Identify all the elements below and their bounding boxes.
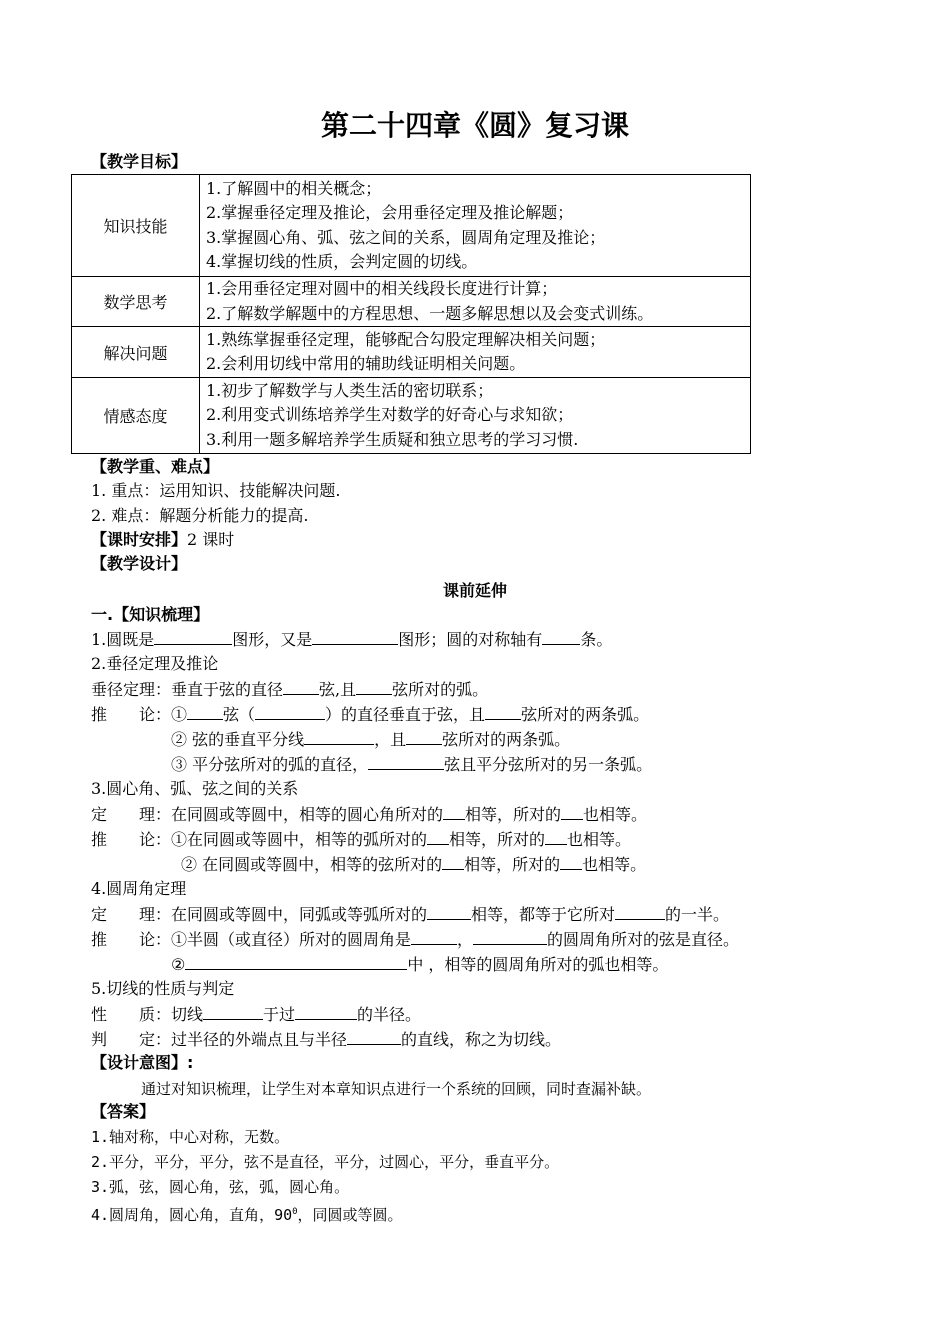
blank <box>203 1002 263 1020</box>
text: ② 弦的垂直平分线 <box>171 730 305 749</box>
text: 弦所对的弧。 <box>392 680 489 699</box>
blank <box>304 727 374 745</box>
goal-item: 1.了解圆中的相关概念； <box>206 178 382 198</box>
blank <box>295 1002 357 1020</box>
knowledge-line: 3.圆心角、弧、弦之间的关系 <box>91 779 299 798</box>
goals-category: 数学思考 <box>72 277 200 327</box>
knowledge-line: 2.垂径定理及推论 <box>91 654 219 673</box>
text: 也相等。 <box>567 830 632 849</box>
goal-item: 3.利用一题多解培养学生质疑和独立思考的学习习惯. <box>206 429 579 449</box>
blank <box>411 927 457 945</box>
knowledge-line <box>91 627 612 652</box>
text: 的半径。 <box>357 1005 422 1024</box>
goal-item: 1.初步了解数学与人类生活的密切联系； <box>206 380 494 400</box>
text: 图形，又是 <box>232 630 313 649</box>
knowledge-line <box>181 852 646 877</box>
blank <box>154 627 232 645</box>
blank <box>560 852 582 870</box>
blank <box>347 1027 401 1045</box>
knowledge-line <box>91 802 647 827</box>
knowledge-line <box>91 902 729 927</box>
text: 切线 <box>171 1005 204 1024</box>
blank <box>473 927 547 945</box>
knowledge-line: 4.圆周角定理 <box>91 879 187 898</box>
text: ② <box>171 955 186 974</box>
text: 的圆周角所对的弦是直径。 <box>547 930 740 949</box>
text: 弦所对的两条弧。 <box>442 730 571 749</box>
answer-heading: 【答案】 <box>91 1102 156 1121</box>
text: ② 在同圆或等圆中，相等的弦所对的 <box>181 855 443 874</box>
schedule-value: 2 课时 <box>187 530 235 549</box>
text: 相等，都等于它所对 <box>471 905 616 924</box>
goals-items <box>200 378 751 454</box>
text: 于过 <box>263 1005 296 1024</box>
goals-table <box>71 174 751 454</box>
goals-row <box>72 277 751 327</box>
goal-item: 2.会利用切线中常用的辅助线证明相关问题。 <box>206 354 526 373</box>
blank <box>545 827 567 845</box>
text: 定 理： <box>91 805 172 824</box>
blank <box>255 702 325 720</box>
text: 也相等。 <box>583 805 648 824</box>
knowledge-line <box>91 927 739 952</box>
goal-item: 3.掌握圆心角、弧、弦之间的关系，圆周角定理及推论； <box>206 227 606 247</box>
blank <box>185 952 407 970</box>
answer-line: 1.轴对称，中心对称，无数。 <box>91 1128 290 1146</box>
goals-row <box>72 327 751 378</box>
text: 弦且平分弦所对的另一条弧。 <box>444 755 653 774</box>
text: 在同圆或等圆中，相等的圆心角所对的 <box>171 805 444 824</box>
key-heading: 【教学重、难点】 <box>91 457 220 476</box>
blank <box>542 627 580 645</box>
goals-items <box>200 327 751 378</box>
text: 相等，所对的 <box>464 855 561 874</box>
knowledge-line <box>171 952 668 977</box>
text: 定 理： <box>91 905 172 924</box>
text: 4.圆周角，圆心角，直角，90 <box>91 1206 293 1224</box>
text: 的一半。 <box>665 905 730 924</box>
schedule-label: 【课时安排】 <box>91 530 188 549</box>
knowledge-line <box>171 752 652 777</box>
blank <box>187 702 223 720</box>
goals-row <box>72 175 751 277</box>
blank <box>615 902 665 920</box>
goal-item: 4.掌握切线的性质，会判定圆的切线。 <box>206 252 478 271</box>
blank <box>368 752 444 770</box>
knowledge-line <box>91 827 631 852</box>
text: ，同圆或等圆。 <box>297 1206 403 1224</box>
knowledge-line <box>91 1002 421 1027</box>
goal-item: 2.了解数学解题中的方程思想、一题多解思想以及会变式训练。 <box>206 303 654 323</box>
text: ， <box>457 930 474 949</box>
text: 的直线，称之为切线。 <box>401 1030 562 1049</box>
text: ①在同圆或等圆中，相等的弧所对的 <box>171 830 428 849</box>
goal-item: 2.利用变式训练培养学生对数学的好奇心与求知欲； <box>206 405 574 425</box>
text: 1.圆既是 <box>91 630 155 649</box>
text: ① <box>171 705 188 724</box>
blank <box>427 902 471 920</box>
answer-line <box>91 1200 403 1227</box>
text: 中 ，相等的圆周角所对的弧也相等。 <box>407 955 669 974</box>
text: 相等，所对的 <box>449 830 546 849</box>
key-point: 1. 重点：运用知识、技能解决问题. <box>91 481 341 500</box>
goals-items <box>200 277 751 327</box>
blank <box>443 802 465 820</box>
text: 图形；圆的对称轴有 <box>398 630 543 649</box>
superscript: 0 <box>292 1207 298 1217</box>
text: 推 论： <box>91 830 172 849</box>
knowledge-line <box>91 1027 561 1052</box>
key-point: 2. 难点：解题分析能力的提高. <box>91 506 309 525</box>
schedule-line <box>91 528 234 552</box>
text: 相等，所对的 <box>465 805 562 824</box>
blank <box>283 677 319 695</box>
goals-category: 知识技能 <box>72 175 200 277</box>
text: 推 论： <box>91 930 172 949</box>
blank <box>561 802 583 820</box>
text: 在同圆或等圆中，同弧或等弧所对的 <box>171 905 428 924</box>
goals-row <box>72 378 751 454</box>
knowledge-line <box>171 727 570 752</box>
text: 也相等。 <box>582 855 647 874</box>
answer-line: 2.平分，平分，平分，弦不是直径，平分，过圆心，平分，垂直平分。 <box>91 1153 560 1171</box>
text: 弦所对的两条弧。 <box>521 705 650 724</box>
text: 推 论： <box>91 705 172 724</box>
goals-heading: 【教学目标】 <box>91 152 188 171</box>
intent-text: 通过对知识梳理，让学生对本章知识点进行一个系统的回顾，同时查漏补缺。 <box>141 1080 652 1098</box>
text: ，且 <box>374 730 407 749</box>
page-title: 第二十四章《圆》复习课 <box>320 109 629 142</box>
text: ）的直径垂直于弦，且 <box>325 705 486 724</box>
text: 过半径的外端点且与半径 <box>171 1030 348 1049</box>
blank <box>485 702 521 720</box>
blank <box>442 852 464 870</box>
text: ③ 平分弦所对的弧的直径， <box>171 755 369 774</box>
design-heading: 【教学设计】 <box>91 554 188 573</box>
goal-item: 1.会用垂径定理对圆中的相关线段长度进行计算； <box>206 279 558 298</box>
goals-items <box>200 175 751 277</box>
blank <box>312 627 398 645</box>
text: ①半圆（或直径）所对的圆周角是 <box>171 930 412 949</box>
knowledge-line: 5.切线的性质与判定 <box>91 979 235 998</box>
text: 垂径定理：垂直于弦的直径 <box>91 680 284 699</box>
text: 弦,且 <box>319 680 357 699</box>
blank <box>427 827 449 845</box>
text: 性 质： <box>91 1005 172 1024</box>
section-title: 课前延伸 <box>442 581 507 600</box>
goals-category: 情感态度 <box>72 378 200 454</box>
blank <box>356 677 392 695</box>
text: 判 定： <box>91 1030 172 1049</box>
text: 条。 <box>580 630 613 649</box>
knowledge-heading: 一.【知识梳理】 <box>91 605 210 624</box>
knowledge-line <box>91 702 649 727</box>
text: 弦（ <box>223 705 256 724</box>
intent-heading: 【设计意图】: <box>91 1053 194 1072</box>
goals-category: 解决问题 <box>72 327 200 378</box>
blank <box>406 727 442 745</box>
goal-item: 1.熟练掌握垂径定理，能够配合勾股定理解决相关问题； <box>206 329 606 349</box>
goal-item: 2.掌握垂径定理及推论，会用垂径定理及推论解题； <box>206 203 574 222</box>
answer-line: 3.弧，弦，圆心角，弦，弧，圆心角。 <box>91 1178 350 1196</box>
knowledge-line <box>91 677 488 702</box>
